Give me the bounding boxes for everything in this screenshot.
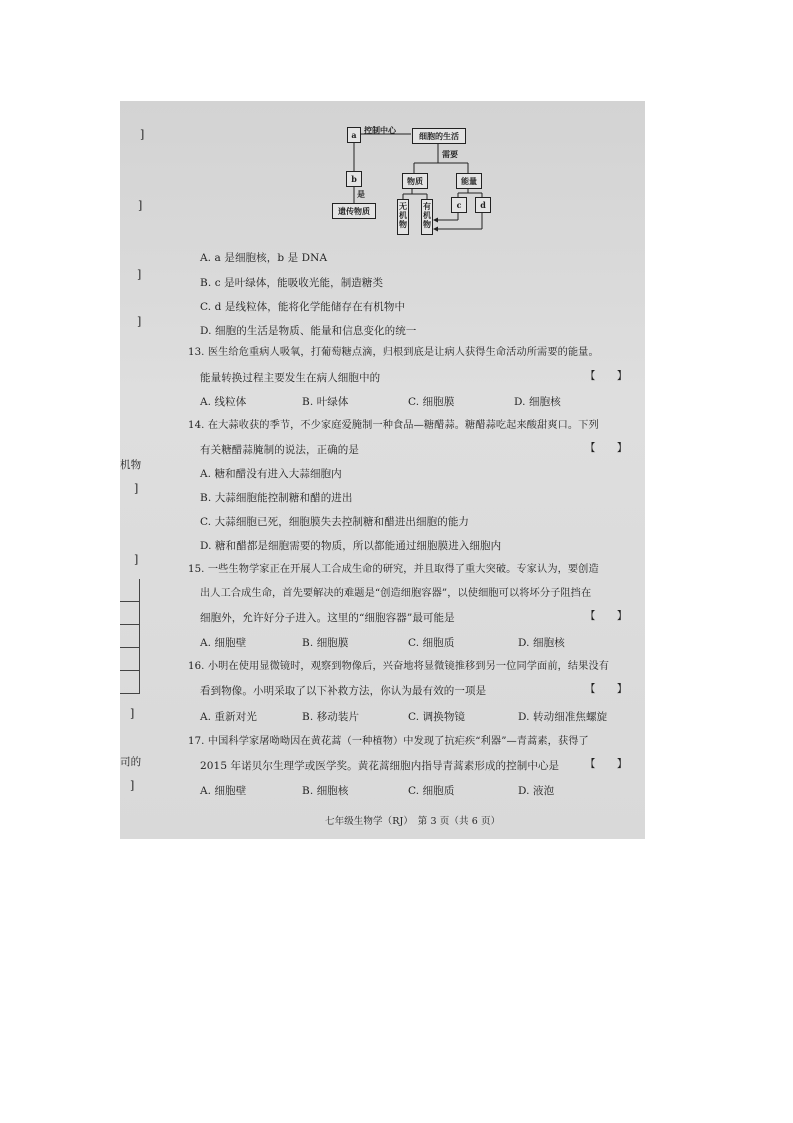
diagram-box-organic: 有机物 xyxy=(421,199,433,235)
q12-option-a: A. a 是细胞核，b 是 DNA xyxy=(200,252,328,264)
q16-option-c: C. 调换物镜 xyxy=(408,711,466,723)
q17-stem-line1: 17. 中国科学家屠呦呦因在黄花蒿（一种植物）中发现了抗疟疾“利器”—青蒿素，获得了 xyxy=(188,736,589,747)
diagram-box-genetic-material: 遗传物质 xyxy=(332,203,376,219)
cell-concept-diagram xyxy=(330,123,500,235)
q16-option-a: A. 重新对光 xyxy=(200,711,257,723)
margin-bracket: ] xyxy=(130,779,135,792)
q17-stem-line2: 2015 年诺贝尔生理学或医学奖。黄花蒿细胞内指导青蒿素形成的控制中心是 xyxy=(200,760,560,772)
q17-option-b: B. 细胞核 xyxy=(302,785,349,797)
q14-answer-bracket[interactable]: 【 】 xyxy=(585,442,628,454)
margin-bracket: ] xyxy=(134,482,139,495)
q16-option-d: D. 转动细准焦螺旋 xyxy=(518,711,608,723)
q12-option-c: C. d 是线粒体，能将化学能储存在有机物中 xyxy=(200,301,406,313)
diagram-box-b: b xyxy=(346,171,362,187)
margin-fragment: 机物 xyxy=(120,459,142,471)
margin-fragment: 司的 xyxy=(120,756,142,768)
diagram-box-c: c xyxy=(451,197,467,213)
diagram-label-is: 是 xyxy=(357,189,365,199)
q14-option-c: C. 大蒜细胞已死，细胞膜失去控制糖和醋进出细胞的能力 xyxy=(200,516,470,528)
margin-bracket: ] xyxy=(137,315,142,328)
q15-option-c: C. 细胞质 xyxy=(408,637,455,649)
q16-stem-line1: 16. 小明在使用显微镜时，观察到物像后，兴奋地将显微镜推移到另一位同学面前，结果没有 xyxy=(188,661,610,672)
q14-option-d: D. 糖和醋都是细胞需要的物质，所以都能通过细胞膜进入细胞内 xyxy=(200,540,502,552)
q16-stem-line2: 看到物像。小明采取了以下补救方法，你认为最有效的一项是 xyxy=(200,685,487,697)
q15-option-b: B. 细胞膜 xyxy=(302,637,349,649)
q13-option-b: B. 叶绿体 xyxy=(302,396,349,408)
diagram-label-need: 需要 xyxy=(442,149,458,159)
q15-stem-line3: 细胞外，允许好分子进入。这里的“细胞容器”最可能是 xyxy=(200,612,455,624)
q15-answer-bracket[interactable]: 【 】 xyxy=(585,610,628,622)
q14-option-a: A. 糖和醋没有进入大蒜细胞内 xyxy=(200,468,342,480)
q12-option-d: D. 细胞的生活是物质、能量和信息变化的统一 xyxy=(200,325,417,337)
page-footer: 七年级生物学（RJ） 第 3 页（共 6 页） xyxy=(325,816,501,827)
diagram-box-inorganic: 无机物 xyxy=(397,199,409,235)
margin-bracket: ] xyxy=(137,268,142,281)
q13-option-c: C. 细胞膜 xyxy=(408,396,455,408)
q14-stem-line1: 14. 在大蒜收获的季节，不少家庭爱腌制一种食品—糖醋蒜。糖醋蒜吃起来酸甜爽口。下列 xyxy=(188,420,599,431)
q13-answer-bracket[interactable]: 【 】 xyxy=(585,370,628,382)
diagram-box-a: a xyxy=(347,127,361,143)
q12-option-b: B. c 是叶绿体，能吸收光能，制造糖类 xyxy=(200,277,384,289)
q15-option-a: A. 细胞壁 xyxy=(200,637,247,649)
q17-answer-bracket[interactable]: 【 】 xyxy=(585,758,628,770)
diagram-box-energy: 能量 xyxy=(456,173,482,189)
q17-option-c: C. 细胞质 xyxy=(408,785,455,797)
q15-option-d: D. 细胞核 xyxy=(518,637,565,649)
q13-stem-line2: 能量转换过程主要发生在病人细胞中的 xyxy=(200,372,381,384)
margin-bracket: ] xyxy=(134,553,139,566)
margin-bracket: ] xyxy=(138,199,143,212)
diagram-box-d: d xyxy=(475,197,491,213)
margin-bracket: ] xyxy=(130,707,135,720)
margin-bracket: ] xyxy=(140,128,145,141)
q14-stem-line2: 有关糖醋蒜腌制的说法，正确的是 xyxy=(200,444,359,456)
q15-stem-line2: 出人工合成生命，首先要解决的难题是“创造细胞容器”，以使细胞可以将坏分子阻挡在 xyxy=(200,588,592,599)
q16-option-b: B. 移动装片 xyxy=(302,711,360,723)
q13-option-d: D. 细胞核 xyxy=(514,396,561,408)
q13-option-a: A. 线粒体 xyxy=(200,396,247,408)
q17-option-d: D. 液泡 xyxy=(518,785,555,797)
scanned-exam-page xyxy=(120,101,645,839)
q17-option-a: A. 细胞壁 xyxy=(200,785,247,797)
margin-table-fragment xyxy=(120,579,140,694)
q15-stem-line1: 15. 一些生物学家正在开展人工合成生命的研究，并且取得了重大突破。专家认为，要创造 xyxy=(188,564,599,575)
q16-answer-bracket[interactable]: 【 】 xyxy=(585,683,628,695)
diagram-box-cell-life: 细胞的生活 xyxy=(412,128,466,144)
q13-stem-line1: 13. 医生给危重病人吸氧，打葡萄糖点滴，归根到底是让病人获得生命活动所需要的能量。 xyxy=(188,347,599,358)
diagram-label-control-center: 控制中心 xyxy=(364,125,396,135)
q14-option-b: B. 大蒜细胞能控制糖和醋的进出 xyxy=(200,492,353,504)
diagram-box-matter: 物质 xyxy=(402,173,428,189)
